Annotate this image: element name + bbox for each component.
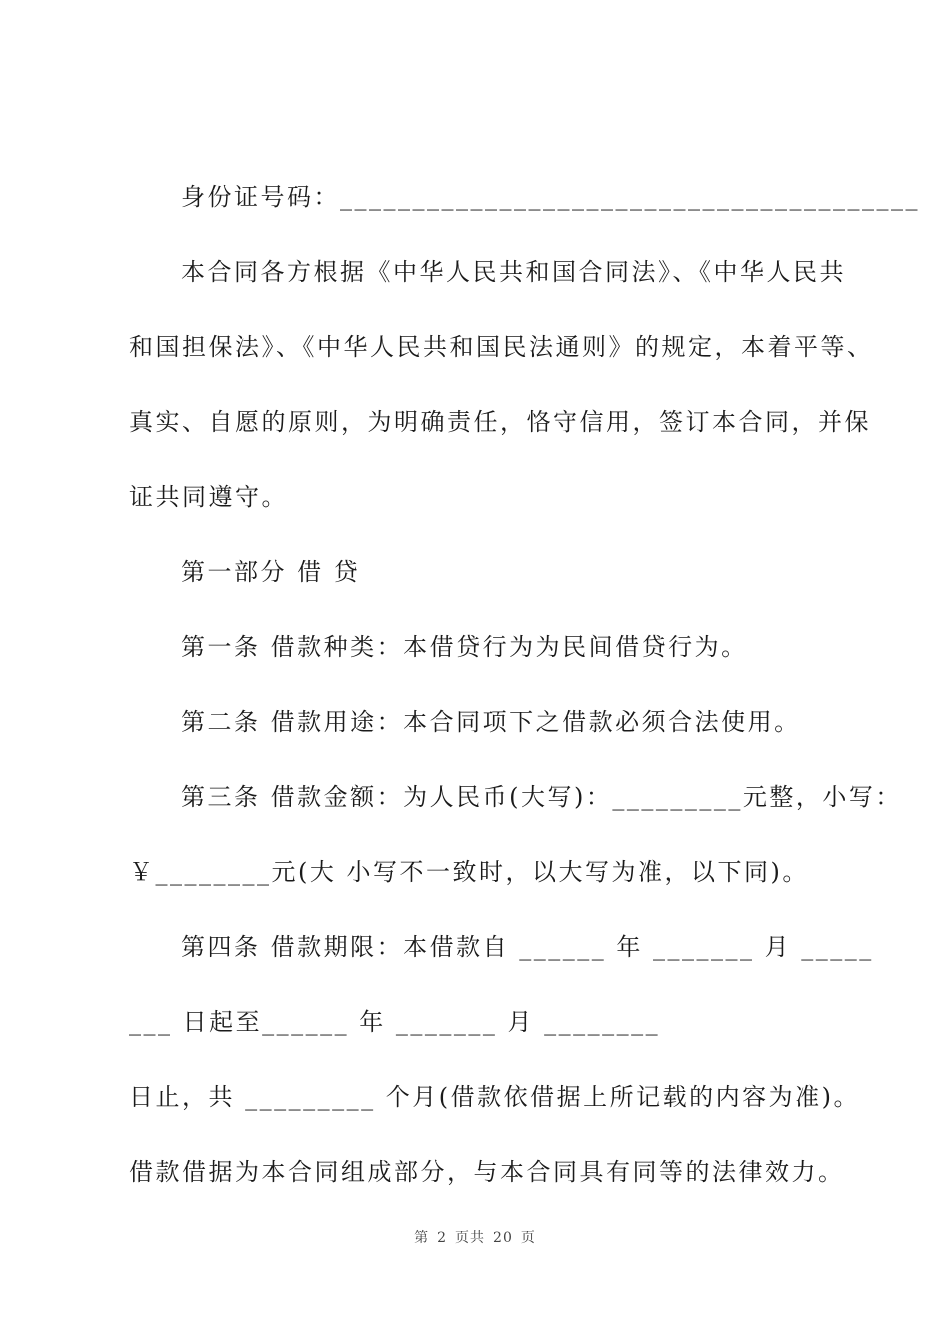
article-2: 第二条 借款用途：本合同项下之借款必须合法使用。	[181, 708, 801, 736]
article-4-line-1: 第四条 借款期限：本借款自 ______ 年 _______ 月 _____	[181, 933, 874, 961]
preamble-line-1: 本合同各方根据《中华人民共和国合同法》、《中华人民共	[181, 258, 846, 286]
section-heading: 第一部分 借 贷	[181, 558, 361, 586]
article-4-line-4: 借款借据为本合同组成部分，与本合同具有同等的法律效力。	[129, 1158, 845, 1186]
footer-prefix: 第	[414, 1230, 430, 1246]
preamble-line-3: 真实、自愿的原则，为明确责任，恪守信用，签订本合同，并保	[129, 408, 871, 436]
footer-middle: 页共	[455, 1230, 486, 1246]
footer-total-pages: 20	[493, 1230, 513, 1246]
footer-page-number: 2	[437, 1230, 448, 1246]
article-3-line-2: ￥________元(大 小写不一致时，以大写为准，以下同)。	[129, 858, 809, 886]
preamble-line-2: 和国担保法》、《中华人民共和国民法通则》的规定，本着平等、	[129, 333, 874, 361]
article-1: 第一条 借款种类：本借贷行为为民间借贷行为。	[181, 633, 748, 661]
article-4-line-2: ___ 日起至______ 年 _______ 月 ________	[129, 1008, 661, 1036]
footer-suffix: 页	[520, 1230, 536, 1246]
page-footer	[0, 1228, 950, 1248]
article-4-line-3: 日止，共 _________ 个月(借款依借据上所记载的内容为准)。	[129, 1083, 860, 1111]
article-3-line-1: 第三条 借款金额：为人民币(大写)：_________元整，小写：	[181, 783, 902, 811]
id-number-line: 身份证号码：________________________________________	[181, 183, 920, 211]
preamble-line-4: 证共同遵守。	[129, 483, 288, 511]
